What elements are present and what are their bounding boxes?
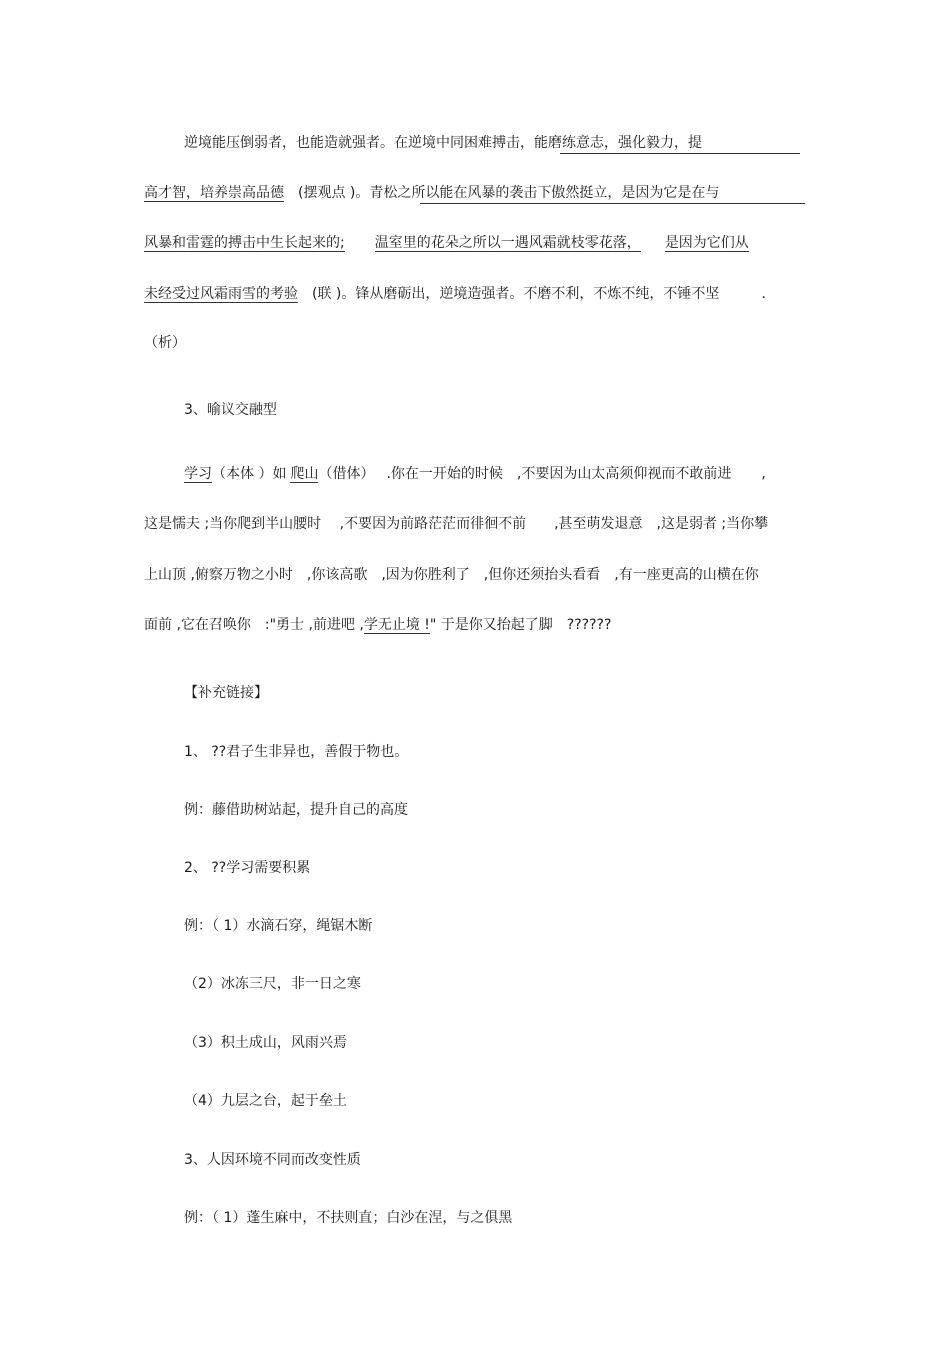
supplement-item-text: 例：（ 1）水滴石穿，绳锯木断 [184,918,373,934]
p2-vehicle-label: （借体） [318,466,375,482]
p1-line-3-part-a: 风暴和雷霆的搏击中生长起来的; [144,235,345,251]
supplement-item [184,1034,347,1052]
supplement-item-text: （3）积土成山，风雨兴焉 [184,1035,347,1051]
p2-line-1-c: , [761,466,766,482]
p2-line-3 [144,566,759,584]
supplement-item-text: 3、人因环境不同而改变性质 [184,1152,361,1168]
p2-word-climb: 爬山 [290,466,319,482]
p1-line-5-text: （析） [144,335,186,351]
section-heading-3 [184,401,277,419]
p2-line-4-a: 面前 ,它在召唤你 :"勇士 ,前进吧 , [144,617,364,633]
p1-line-4-rest: (联 )。锋从磨砺出，逆境造强者。不磨不利，不炼不纯，不锤不坚 [298,286,720,302]
p1-underline-2 [420,203,805,204]
supplement-title-text: 【补充链接】 [184,685,268,701]
supplement-item [184,801,408,819]
supplement-item-text: 2、 ??学习需要积累 [184,860,311,876]
p1-underline-1 [560,153,800,154]
p1-line-2-mark: (摆观点 ) [284,185,356,201]
p2-word-study: 学习 [184,466,212,482]
p1-line-4-dot: . [761,286,766,302]
p2-line-1 [184,465,766,483]
supplement-item [184,1092,347,1110]
p2-line-4-c: " 于是你又抬起了脚 ?????? [429,617,612,633]
supplement-item [184,743,408,761]
supplement-item-text: （4）九层之台，起于垒土 [184,1093,347,1109]
p2-tenor-label: （本体 ）如 [212,466,287,482]
p1-line-4 [144,285,766,303]
p1-line-3-part-c: 是因为它们从 [664,235,749,251]
p1-line-4-underlined: 未经受过风霜雨雪的考验 [144,286,298,302]
p1-line-3-part-b: 温室里的花朵之所以一遇风霜就枝零花落， [374,235,641,251]
p2-line-1-b: ,不要因为山太高须仰视而不敢前进 [516,466,732,482]
supplement-item [184,859,310,877]
supplement-item-text: 例：（ 1）蓬生麻中，不扶则直；白沙在涅，与之俱黑 [184,1210,513,1226]
supplement-item [184,917,372,935]
p2-line-1-a: .你在一开始的时候 [386,466,503,482]
section-heading-3-text: 3、喻议交融型 [184,402,277,418]
p2-line-2 [144,515,768,533]
supplement-item [184,975,361,993]
p2-line-2-text: 这是懦夫 ;当你爬到半山腰时 ,不要因为前路茫茫而徘徊不前 ,甚至萌发退意 ,这是弱者 ;当你攀 [144,516,769,532]
p1-line-2-rest: 。青松之所以能在风暴的袭击下傲然挺立，是因为它是在与 [355,185,720,201]
p1-line-2-underlined: 高才智，培养崇高品德 [144,185,284,201]
p1-line-3 [144,234,749,252]
p2-line-3-text: 上山顶 ,俯察万物之小时 ,你该高歌 ,因为你胜利了 ,但你还须抬头看看 ,有一座更高的山横在你 [144,567,759,583]
p1-line-1 [184,134,702,152]
supplement-item-text: 例：藤借助树站起，提升自己的高度 [184,802,408,818]
p2-line-4-underlined: 学无止境 ! [363,617,430,633]
p1-line-1-text: 逆境能压倒弱者，也能造就强者。在逆境中同困难搏击，能磨练意志，强化毅力，提 [184,135,702,151]
p1-line-2 [144,184,719,202]
supplement-title [184,684,268,702]
supplement-item-text: 1、 ??君子生非异也，善假于物也。 [184,744,409,760]
supplement-item [184,1209,512,1227]
p1-line-5 [144,334,186,352]
supplement-item [184,1151,361,1169]
p2-line-4 [144,616,611,634]
supplement-item-text: （2）冰冻三尺，非一日之寒 [184,976,361,992]
